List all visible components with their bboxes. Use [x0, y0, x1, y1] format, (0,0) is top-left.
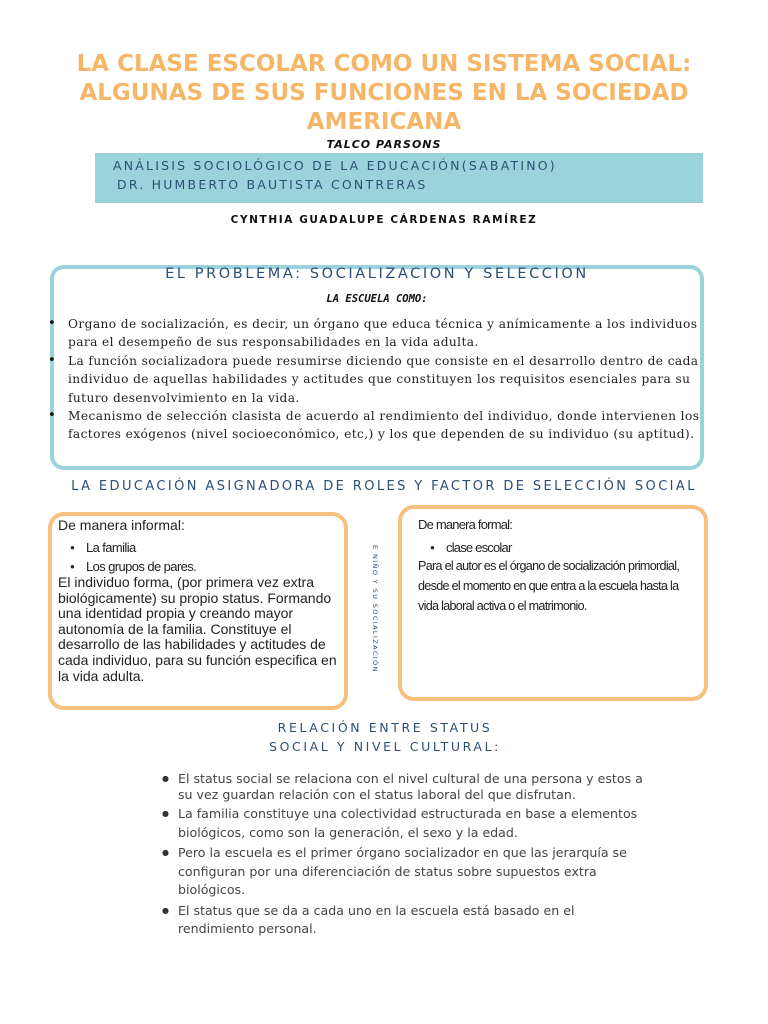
problem-subheading: LA ESCUELA COMO: [326, 293, 428, 305]
page-title: LA CLASE ESCOLAR COMO UN SISTEMA SOCIAL: ALGUNAS DE SUS FUNCIONES EN LA SOCIEDAD AMERICANA [76, 51, 692, 135]
problem-list [48, 315, 700, 444]
status-heading-line: SOCIAL Y NIVEL CULTURAL: [269, 739, 501, 754]
problem-heading: EL PROBLEMA: SOCIALIZACION Y SELECCION [165, 266, 589, 282]
status-heading [230, 718, 540, 756]
informal-list [58, 538, 196, 576]
formal-body: Para el autor es el órgano de socialización primordial, desde el momento en que entra a la escuela hasta la vida laboral activa o el matrimonio. [418, 559, 680, 614]
author-name: TALCO PARSONS [326, 138, 442, 151]
side-label: E NIÑO Y SU SOCIALIZACIÓN [371, 545, 379, 673]
informal-body: El individuo forma, (por primera vez extra biológicamente) su propio status. Formando una identidad propia y creando mayor autonomía de la familia. Constituye el desarrollo de las habilidades y actitudes de cada individuo, para su función especifica en la vida adulta. [58, 574, 337, 684]
list-item: • Mecanismo de selección clasista de acuerdo al rendimiento del individuo, donde intervienen los factores exógenos (nivel socioeconómico, etc,) y los que dependen de su individuo (su aptitud). [48, 407, 700, 444]
course-banner [95, 153, 703, 203]
list-item: ● Los grupos de pares. [58, 557, 196, 576]
formal-list [418, 538, 511, 557]
list-item: ● La familia constituye una colectividad estructurada en base a elementos biológicos, como son la generación, el sexo y la edad. [160, 805, 650, 842]
status-list [160, 771, 650, 941]
list-item: ● El status social se relaciona con el nivel cultural de una persona y estos a su vez guardan relación con el status laboral del que disfrutan. [160, 771, 650, 803]
list-item: ● Pero la escuela es el primer órgano socializador en que las jerarquía se configuran por una diferenciación de status sobre supuestos extra biológicos. [160, 844, 650, 900]
education-heading: LA EDUCACIÓN ASIGNADORA DE ROLES Y FACTOR DE SELECCIÓN SOCIAL [71, 479, 697, 494]
list-item: ● El status que se da a cada uno en la escuela está basado en el rendimiento personal. [160, 902, 650, 939]
formal-title: De manera formal: [418, 517, 513, 532]
list-item: ● clase escolar [418, 538, 511, 557]
list-item: • La función socializadora puede resumirse diciendo que consiste en el desarrollo dentro de cada individuo de aquellas habilidades y actitudes que constituyen los requisitos esenciales para su futuro desenvolvimiento en la vida. [48, 352, 700, 407]
course-title: ANÁLISIS SOCIOLÓGICO DE LA EDUCACIÓN(SABATINO) [113, 158, 557, 173]
list-item: ● La familia [58, 538, 196, 557]
list-item: • Organo de socialización, es decir, un órgano que educa técnica y anímicamente a los individuos para el desempeño de sus responsabilidades en la vida adulta. [48, 315, 700, 352]
informal-title: De manera informal: [58, 517, 185, 533]
student-name: CYNTHIA GUADALUPE CÁRDENAS RAMÍREZ [230, 214, 538, 226]
status-heading-line: RELACIÓN ENTRE STATUS [277, 720, 493, 735]
professor-name: DR. HUMBERTO BAUTISTA CONTRERAS [117, 177, 428, 192]
